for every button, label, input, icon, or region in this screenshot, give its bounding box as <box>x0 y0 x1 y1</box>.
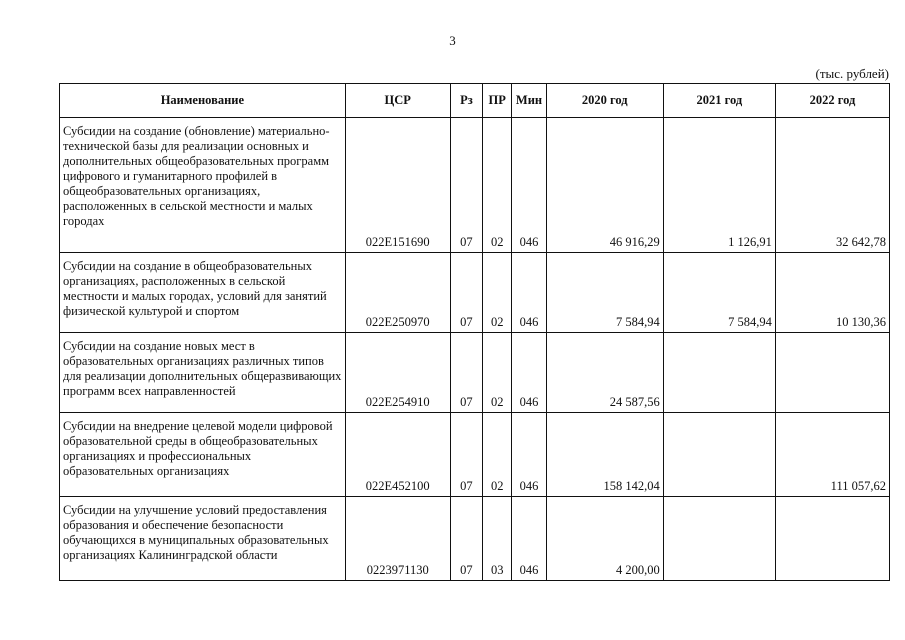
row-name: Субсидии на создание новых мест в образовательных организациях различных типов для реализации дополнительных общеразвивающих программ всех направленностей <box>60 333 346 413</box>
row-2022: 10 130,36 <box>775 253 889 333</box>
row-2021 <box>663 497 775 581</box>
budget-table <box>59 83 890 581</box>
header-name: Наименование <box>60 84 346 118</box>
row-2021: 7 584,94 <box>663 253 775 333</box>
row-csr: 022E254910 <box>345 333 450 413</box>
header-2020: 2020 год <box>546 84 663 118</box>
row-2020: 24 587,56 <box>546 333 663 413</box>
row-rz: 07 <box>450 253 482 333</box>
row-rz: 07 <box>450 333 482 413</box>
row-2020: 158 142,04 <box>546 413 663 497</box>
page-number: 3 <box>449 33 456 48</box>
row-rz: 07 <box>450 413 482 497</box>
row-min: 046 <box>512 413 546 497</box>
row-name: Субсидии на внедрение целевой модели цифровой образовательной среды в общеобразовательных организациях и профессиональных образовательных организациях <box>60 413 346 497</box>
row-2022: 32 642,78 <box>775 118 889 253</box>
units-note: (тыс. рублей) <box>815 66 889 81</box>
row-pr: 02 <box>483 253 512 333</box>
header-min: Мин <box>512 84 546 118</box>
row-name: Субсидии на создание в общеобразовательных организациях, расположенных в сельской местности и малых городах, условий для занятий физической культурой и спортом <box>60 253 346 333</box>
row-rz: 07 <box>450 497 482 581</box>
table-row <box>60 497 890 581</box>
row-min: 046 <box>512 118 546 253</box>
row-pr: 02 <box>483 413 512 497</box>
row-2020: 46 916,29 <box>546 118 663 253</box>
table-header-row <box>60 84 890 118</box>
row-csr: 022E452100 <box>345 413 450 497</box>
row-min: 046 <box>512 333 546 413</box>
row-pr: 02 <box>483 118 512 253</box>
row-csr: 0223971130 <box>345 497 450 581</box>
row-name: Субсидии на создание (обновление) материально-технической базы для реализации основных и дополнительных общеобразовательных программ цифрового и гуманитарного профилей в общеобразовательных организациях, расположенных в сельской местности и малых городах <box>60 118 346 253</box>
header-pr: ПР <box>483 84 512 118</box>
row-name: Субсидии на улучшение условий предоставления образования и обеспечение безопасности обучающихся в муниципальных образовательных организациях Калининградской области <box>60 497 346 581</box>
row-2022 <box>775 333 889 413</box>
row-pr: 02 <box>483 333 512 413</box>
row-2020: 7 584,94 <box>546 253 663 333</box>
table-row <box>60 333 890 413</box>
row-rz: 07 <box>450 118 482 253</box>
row-min: 046 <box>512 497 546 581</box>
table-row <box>60 413 890 497</box>
header-rz: Рз <box>450 84 482 118</box>
row-2021 <box>663 333 775 413</box>
row-csr: 022E250970 <box>345 253 450 333</box>
header-csr: ЦСР <box>345 84 450 118</box>
row-2022 <box>775 497 889 581</box>
header-2022: 2022 год <box>775 84 889 118</box>
row-2021 <box>663 413 775 497</box>
table-row <box>60 118 890 253</box>
row-pr: 03 <box>483 497 512 581</box>
header-2021: 2021 год <box>663 84 775 118</box>
row-2022: 111 057,62 <box>775 413 889 497</box>
row-min: 046 <box>512 253 546 333</box>
row-csr: 022E151690 <box>345 118 450 253</box>
row-2020: 4 200,00 <box>546 497 663 581</box>
row-2021: 1 126,91 <box>663 118 775 253</box>
table-row <box>60 253 890 333</box>
